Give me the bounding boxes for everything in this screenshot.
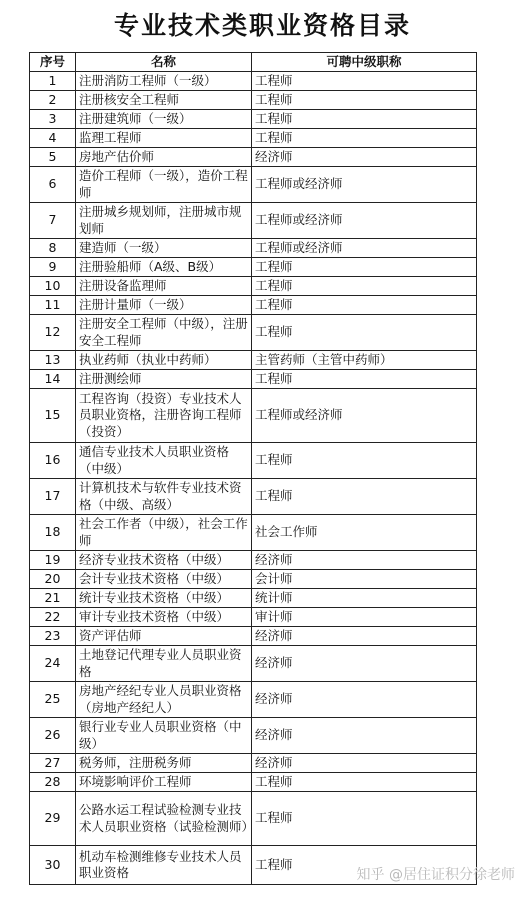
table-row	[30, 110, 477, 129]
qualification-name: 工程咨询（投资）专业技术人员职业资格，注册咨询工程师（投资）	[76, 389, 252, 443]
job-title: 工程师	[252, 277, 477, 296]
row-number: 23	[30, 627, 76, 646]
job-title: 工程师或经济师	[252, 167, 477, 203]
qualification-name: 税务师，注册税务师	[76, 754, 252, 773]
table-row	[30, 792, 477, 846]
qualification-name: 审计专业技术资格（中级）	[76, 608, 252, 627]
row-number: 15	[30, 389, 76, 443]
row-number: 14	[30, 370, 76, 389]
qualification-name: 土地登记代理专业人员职业资格	[76, 646, 252, 682]
job-title: 工程师	[252, 315, 477, 351]
qualification-name: 环境影响评价工程师	[76, 773, 252, 792]
job-title: 经济师	[252, 754, 477, 773]
table-row	[30, 515, 477, 551]
job-title: 主管药师（主管中药师）	[252, 351, 477, 370]
job-title: 经济师	[252, 627, 477, 646]
job-title: 经济师	[252, 148, 477, 167]
table-row	[30, 91, 477, 110]
row-number: 10	[30, 277, 76, 296]
job-title: 工程师	[252, 370, 477, 389]
row-number: 1	[30, 72, 76, 91]
qualification-name: 房地产经纪专业人员职业资格（房地产经纪人）	[76, 682, 252, 718]
job-title: 社会工作师	[252, 515, 477, 551]
qualification-name: 注册验船师（A级、B级）	[76, 258, 252, 277]
header-number: 序号	[30, 53, 76, 72]
qualification-name: 注册设备监理师	[76, 277, 252, 296]
qualification-name: 建造师（一级）	[76, 239, 252, 258]
header-title: 可聘中级职称	[252, 53, 477, 72]
qualification-name: 资产评估师	[76, 627, 252, 646]
qualification-name: 机动车检测维修专业技术人员职业资格	[76, 846, 252, 885]
job-title: 工程师	[252, 443, 477, 479]
table-row	[30, 773, 477, 792]
table-row	[30, 72, 477, 91]
row-number: 5	[30, 148, 76, 167]
row-number: 22	[30, 608, 76, 627]
job-title: 工程师	[252, 129, 477, 148]
job-title: 会计师	[252, 570, 477, 589]
table-row	[30, 258, 477, 277]
table-row	[30, 627, 477, 646]
row-number: 27	[30, 754, 76, 773]
qualification-name: 银行业专业人员职业资格（中级）	[76, 718, 252, 754]
table-row	[30, 443, 477, 479]
table-row	[30, 277, 477, 296]
row-number: 20	[30, 570, 76, 589]
table-row	[30, 370, 477, 389]
row-number: 9	[30, 258, 76, 277]
qualification-name: 注册测绘师	[76, 370, 252, 389]
qualification-name: 房地产估价师	[76, 148, 252, 167]
job-title: 工程师	[252, 91, 477, 110]
job-title: 工程师或经济师	[252, 203, 477, 239]
qualification-name: 造价工程师（一级），造价工程师	[76, 167, 252, 203]
row-number: 16	[30, 443, 76, 479]
job-title: 工程师	[252, 846, 477, 885]
row-number: 17	[30, 479, 76, 515]
row-number: 8	[30, 239, 76, 258]
job-title: 经济师	[252, 718, 477, 754]
table-row	[30, 570, 477, 589]
qualification-name: 注册核安全工程师	[76, 91, 252, 110]
qualification-name: 注册消防工程师（一级）	[76, 72, 252, 91]
table-row	[30, 608, 477, 627]
page-title: 专业技术类职业资格目录	[113, 11, 411, 40]
job-title: 经济师	[252, 682, 477, 718]
row-number: 4	[30, 129, 76, 148]
table-row	[30, 718, 477, 754]
qualification-name: 社会工作者（中级），社会工作师	[76, 515, 252, 551]
job-title: 经济师	[252, 646, 477, 682]
qualification-name: 统计专业技术资格（中级）	[76, 589, 252, 608]
qualification-name: 计算机技术与软件专业技术资格（中级、高级）	[76, 479, 252, 515]
row-number: 18	[30, 515, 76, 551]
row-number: 13	[30, 351, 76, 370]
table-row	[30, 389, 477, 443]
table-row	[30, 239, 477, 258]
qualification-name: 执业药师（执业中药师）	[76, 351, 252, 370]
qualification-name: 注册城乡规划师，注册城市规划师	[76, 203, 252, 239]
table-row	[30, 479, 477, 515]
table-row	[30, 296, 477, 315]
header-name: 名称	[76, 53, 252, 72]
table-row	[30, 148, 477, 167]
row-number: 2	[30, 91, 76, 110]
row-number: 7	[30, 203, 76, 239]
table-row	[30, 315, 477, 351]
job-title: 工程师	[252, 296, 477, 315]
job-title: 工程师	[252, 773, 477, 792]
qualification-name: 注册安全工程师（中级），注册安全工程师	[76, 315, 252, 351]
row-number: 12	[30, 315, 76, 351]
job-title: 工程师	[252, 792, 477, 846]
row-number: 29	[30, 792, 76, 846]
row-number: 3	[30, 110, 76, 129]
table-row	[30, 551, 477, 570]
job-title: 经济师	[252, 551, 477, 570]
qualification-name: 通信专业技术人员职业资格（中级）	[76, 443, 252, 479]
table-row	[30, 203, 477, 239]
table-row	[30, 682, 477, 718]
row-number: 11	[30, 296, 76, 315]
row-number: 6	[30, 167, 76, 203]
job-title: 工程师	[252, 479, 477, 515]
table-row	[30, 754, 477, 773]
watermark: 知乎 @居住证积分徐老师	[356, 867, 515, 883]
row-number: 28	[30, 773, 76, 792]
qualification-table	[29, 52, 477, 885]
table-row	[30, 589, 477, 608]
qualification-name: 经济专业技术资格（中级）	[76, 551, 252, 570]
row-number: 24	[30, 646, 76, 682]
qualification-name: 公路水运工程试验检测专业技术人员职业资格（试验检测师）	[76, 792, 252, 846]
qualification-name: 注册建筑师（一级）	[76, 110, 252, 129]
row-number: 30	[30, 846, 76, 885]
row-number: 21	[30, 589, 76, 608]
job-title: 工程师	[252, 110, 477, 129]
job-title: 工程师或经济师	[252, 239, 477, 258]
table-row	[30, 351, 477, 370]
job-title: 工程师或经济师	[252, 389, 477, 443]
row-number: 19	[30, 551, 76, 570]
job-title: 工程师	[252, 258, 477, 277]
row-number: 26	[30, 718, 76, 754]
job-title: 审计师	[252, 608, 477, 627]
row-number: 25	[30, 682, 76, 718]
job-title: 工程师	[252, 72, 477, 91]
table-header-row	[30, 53, 477, 72]
table-row	[30, 129, 477, 148]
qualification-name: 注册计量师（一级）	[76, 296, 252, 315]
table-row	[30, 646, 477, 682]
table-row	[30, 167, 477, 203]
job-title: 统计师	[252, 589, 477, 608]
qualification-name: 会计专业技术资格（中级）	[76, 570, 252, 589]
qualification-name: 监理工程师	[76, 129, 252, 148]
